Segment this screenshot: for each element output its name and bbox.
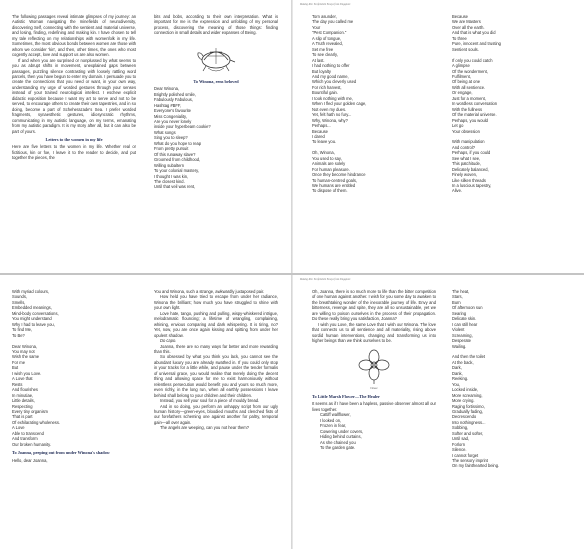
top-col-2 — [154, 14, 278, 190]
poem-line: Finely woven, — [452, 172, 478, 178]
poem-line: Set me free — [312, 46, 334, 52]
paragraph: Here are five letters to the women in my life. Whether real or fictitious, kin or foe, I leave it to the reader to decide, and put together the pieces, the — [12, 144, 136, 161]
running-head: Making Kin: Ecofeminist Essays from Singapore — [300, 278, 351, 281]
bottom-spread — [0, 275, 584, 549]
poem-line: Yet, felt hath no fury... — [312, 112, 352, 118]
poem-line: Rests — [12, 381, 23, 387]
poem-line: From pretty pursuit — [154, 146, 189, 152]
poem-line: Of afternoon sun — [452, 305, 483, 311]
poem-line: With all sentience. — [452, 84, 486, 90]
poem-line: Of this runaway slave? — [154, 151, 196, 157]
poem-line: Hashtag #BFF, — [154, 102, 182, 108]
poem-line: Wailing. — [452, 343, 467, 349]
poem-line: Alive. — [452, 188, 463, 194]
poem-line: Perhaps, if you could — [452, 150, 491, 156]
poem-line: At last. — [312, 57, 325, 63]
poem-line: To find Me, — [12, 327, 33, 333]
bottom-col-2 — [154, 289, 278, 431]
poem-line: Willing subaltern — [154, 162, 185, 168]
poem-line: Wish the same — [12, 354, 40, 360]
poem — [452, 289, 570, 469]
poem-line: Groomed from childhood, — [154, 157, 201, 163]
poem-line: Searing — [452, 310, 467, 316]
poem-line: In a luscious tapestry, — [452, 183, 492, 189]
paragraph: So obsessed by what you think you lack, you cannot see the abundant luxury you are already swathed in. If you could only stop in your tracks for a little while, and pause under the tender formalis of universal grace, you would realise that merely doing the decent thing and allowing space for me to exist harmoniously without relentless persecution would benefit you and yours so much more, even richly, in the long run, when all earthly possessions I leave behind shall belong to your children and their children. — [154, 354, 278, 398]
poem-line: Gradually fading, — [452, 408, 483, 414]
poem-line: What do you hope to reap — [154, 140, 202, 146]
poem-line: Your obsession — [452, 128, 480, 134]
poem-line: I had nothing to offer — [312, 63, 350, 69]
poem-line: When I fled your golden cage, — [312, 101, 367, 107]
poem-line: Decrescendo — [452, 414, 477, 420]
poem-line: I wish you Love. — [12, 370, 42, 376]
book-gutter — [291, 275, 293, 549]
poem-line: Just for a moment, — [452, 95, 486, 101]
poem-line: Screaming, — [452, 332, 473, 338]
poem-line: You, — [452, 381, 461, 387]
poem-line: Dear Winona, — [154, 86, 180, 92]
poem-line: Because — [452, 14, 468, 19]
poem-line: Dank, — [452, 370, 463, 376]
poem-line: In wordless conversation — [452, 101, 498, 107]
poem-line: Of exhilarating wholeness. — [12, 419, 61, 425]
paragraph: How held you have tried to escape from under her radiance, Winona the brilliant; how much you have struggled to shine with your own light. — [154, 294, 278, 311]
running-head: Making Kin: Ecofeminist Essays from Singapore — [300, 3, 351, 6]
poem-line: As she chained you — [320, 439, 356, 445]
bottom-col-4 — [452, 289, 570, 469]
poem-line: Reeking. — [452, 376, 469, 382]
poem-line: Embedded meanings, — [12, 305, 52, 311]
paragraph: I wish you Love, the same Love that I wish our Winona. The love that connects us to all sentience and all materiality, rising above sordid human interventions, changing and transforming us into higher beings than we think ourselves to be. — [312, 321, 436, 344]
poem-line: A glimpse — [452, 63, 470, 69]
poem-line: Until that veil was rent, — [154, 184, 196, 190]
poem-line: Frozen in fear, — [320, 423, 347, 429]
poem-line: Animals are solely — [312, 161, 346, 167]
poem-line: We humans are entitled — [312, 183, 356, 189]
poem-line: The day you called me — [312, 19, 354, 25]
poem-line: I took nothing with me, — [312, 95, 353, 101]
flower-drawing-icon — [357, 348, 391, 384]
poem-line: You might understand — [12, 316, 52, 322]
poem-line: For human pleasure. — [312, 166, 350, 172]
poem-line: With manipulation — [452, 139, 485, 145]
poem-line: Fulfilment, — [452, 73, 471, 79]
figure-caption: Flower — [370, 386, 378, 390]
poem-line: You may not — [12, 348, 35, 354]
paragraph: bits and bobs, according to their own interpretation. What is important for me is the expression and unfolding of my personal process, discovering the meaning of those things: finding connection in small details and wider expanses of Being. — [154, 14, 278, 36]
poem-line: Our broken humanity. — [12, 441, 52, 447]
section-heading: Letters to the women in my life — [45, 136, 103, 142]
poem-line: Of the material universe. — [452, 112, 497, 118]
poem-line: For me — [12, 359, 25, 365]
poem-line: Respecting — [12, 403, 33, 409]
poem-line: Sing you to sleep? — [154, 135, 188, 141]
poem-line: You used to say, — [312, 155, 342, 161]
poem-line: With the fullness — [452, 106, 483, 112]
poem-line: To three — [452, 35, 467, 41]
poem-line: Oh, Winona, — [312, 150, 335, 156]
poem-line: Burn — [452, 299, 461, 305]
poem-line: Cattiff wallflower, — [320, 412, 351, 418]
poem-line: I thought I was kin, — [154, 173, 189, 179]
poem-line: Fabulously Fabulous, — [154, 97, 193, 103]
paragraph: The following passages reveal intimate glimpses of my journey: an Autistic Woman navigating the minefields of neurodiversity, discovering Self, connecting with the sentient and material universe, and losing, finding, redefining and making kin. I have chosen to tell my tale reflecting on my relationships with womenfolk in my life. Sometimes, the most obvious bonds between women are those with whom we consider 'kin', and then, other times, the ones who most cogently accept, love and support us are also women. — [12, 14, 136, 58]
poem-line: Sobbing, — [452, 425, 469, 431]
poem-line: Which you cleverly used — [312, 79, 357, 85]
poem-line: Let go — [452, 123, 464, 129]
poem-line: Perhaps, you would — [452, 117, 488, 123]
poem — [312, 14, 424, 194]
poem-line: Of the wonderment, — [452, 68, 488, 74]
poem-line: And control? — [452, 144, 475, 150]
poem-line: And that is what you did — [452, 30, 496, 36]
poem-line: At the back, — [452, 359, 474, 365]
book-gutter — [291, 0, 293, 274]
paragraph: Love hate, tango, pushing and pulling, wispy-whiskered intrigue, melodramatic flouncing; a lifetime of wrangling, complaining, whining, envious comparing and dark whispering. It is tiring, no? Yet, now, you are once again kissing and spitting from under her opulent shadow. — [154, 310, 278, 338]
poem-line: Bountiful gain. — [312, 90, 338, 96]
poem-line: Once they become hindrance — [312, 172, 366, 178]
paragraph: The angels are weeping, can you not hear them? — [160, 425, 249, 431]
poem-line: Dear Winona, — [12, 343, 38, 349]
poem-line: Desperate — [452, 338, 471, 344]
poem — [312, 412, 436, 450]
poem — [12, 289, 136, 447]
poem-line: This patchitude, — [452, 161, 481, 167]
poem-line: To the garden gate. — [320, 445, 356, 451]
top-spread — [0, 0, 584, 274]
poem-line: The closest kind. — [154, 178, 185, 184]
poem-line: If only you could catch — [452, 57, 493, 63]
poem-line: Smells, — [12, 299, 26, 305]
poem-line: Pure, innocent and trusting — [452, 41, 501, 47]
bottom-col-1 — [12, 289, 136, 463]
poem-line: Stars, — [452, 294, 463, 300]
poem-line: Your — [312, 24, 321, 30]
poem-line: Cowering under covers, — [320, 428, 364, 434]
poem-line: The heat, — [452, 289, 470, 294]
poem-line: But — [12, 365, 19, 371]
poem-line: Into nothingness... — [452, 419, 486, 425]
poem-line: Locked inside, — [452, 387, 479, 393]
section-heading: To Little Marsh Flower—The Healer — [312, 393, 380, 399]
poem-line: Little details, — [12, 398, 35, 404]
poem-line: inside your hyperbeam cookie? — [154, 124, 211, 130]
paragraph: Do capo. — [160, 338, 177, 344]
poem-line: "Pest Companion." — [312, 30, 347, 36]
paragraph: Joanna, there are so many ways far better and more rewarding than this. — [154, 343, 278, 354]
paragraph: Oh, Joanna, there is so much more to life than the bitter competition of one human against another. I wish for you some day to awaken to the breathtaking wonder of the inexorable journey of life. Envy and bitterness, revenge and spite, they are all so unsustainable, yet we are willing to poison ourselves in the process of their propagation. Do these really bring you satisfaction, Joanna? — [312, 289, 436, 322]
poem-line: Delicately balanced, — [452, 166, 489, 172]
turtle-drawing-icon — [194, 40, 238, 76]
poem-line: That is part — [12, 414, 33, 420]
poem-line: Why, Winona, why? — [312, 117, 348, 123]
poem-line: See what I see, — [452, 155, 481, 161]
poem-line: On my fainthearted being. — [452, 463, 500, 469]
poem-line: Softer and softer, — [452, 430, 484, 436]
poem-line: To your colonial mastery, — [154, 168, 199, 174]
poem-line: Dark, — [452, 365, 462, 371]
poem-line: In minutiae, — [12, 392, 34, 398]
poem-line: Perhaps... — [312, 123, 331, 129]
poem-line: And transform — [12, 436, 38, 442]
poem-line: Over all the earth. — [452, 24, 485, 30]
poem-line: A slip of tongue, — [312, 35, 342, 41]
poem-line: Violent — [452, 327, 465, 333]
poem-line: But loyalty — [312, 68, 331, 74]
poem-line: A Love — [12, 425, 25, 431]
bottom-col-3 — [312, 289, 436, 451]
poem-line: I dared — [312, 133, 325, 139]
poem-line: To dispose of them. — [312, 188, 348, 194]
poem-line: Silence. — [452, 447, 467, 453]
poem-line: To see clearly, — [312, 52, 338, 58]
poem-line: Because — [312, 128, 328, 134]
poem-line: Everyone's favourite — [154, 108, 191, 114]
paragraph: If and when you are surprised or nonplussed by what seems to you as abrupt shifts in movement, unexplained gaps between passages, puzzling silence contrasting with loosely rattling word parcels, then you have begun to enter my domain. I persuade you to create the connections that you need or want, in your own way, understanding my urge of worded gestures through your senses instead of your trained neurological intellect. I eschew explicit didactic exposition because I want my art to serve and not to be served, to encourage others to create their own tapestries, and in so doing, become a part of Scheherazade's Sea. I prefer worded fragments, synaesthetic gestures, idiosyncratic rhythms, communicating in my autistic language, on my terms, emanating from my autistic paradigm. It is my story after all, but it can also be part of yours. — [12, 57, 136, 134]
paragraph: It seems as if I have been a hapless, passive observer almost all our lives together. — [312, 401, 437, 412]
poem-line: Hiding behind curtains, — [320, 434, 362, 440]
poem-line: And then the toilet — [452, 354, 486, 360]
poem-line: Of being at one — [452, 79, 480, 85]
poem-line: To human-centred goals, — [312, 177, 358, 183]
top-col-3 — [312, 14, 424, 194]
poem-line: What songs — [154, 129, 176, 135]
poem-line: With myriad colours, — [12, 289, 50, 294]
poem-line: Brightly polished smile, — [154, 91, 196, 97]
poem-line: Or engage, — [452, 90, 473, 96]
poem-line: I cannot forget — [452, 452, 479, 458]
poem-line: Mind-body conversations, — [12, 310, 59, 316]
poem-line: Able to transcend — [12, 430, 44, 436]
poem-line: Sounds, — [12, 294, 28, 300]
poem — [154, 86, 278, 190]
poem-line: For rich harvest, — [312, 84, 342, 90]
paragraph: Hello, dear Joanna, — [12, 457, 48, 463]
poem-line: Forlorn — [452, 441, 465, 447]
poem-line: Every tiny organism — [12, 408, 48, 414]
section-heading: To Winona, eens beloved — [193, 78, 239, 84]
poem — [452, 14, 570, 194]
poem-line: Until sad, — [452, 436, 470, 442]
poem-line: And my good name, — [312, 73, 349, 79]
poem-line: I can still hear — [452, 321, 478, 327]
poem-line: A Love that — [12, 376, 33, 382]
paragraph: And in so doing, you perform an unhappy script from our ugly human history—green-eyes, bloodied mouths and clenched fists of our forefathers scheming one against another for paltry, temporal gain—all over again. — [154, 403, 278, 425]
poem-line: To leave you. — [312, 139, 337, 145]
poem-line: Miss Congeniality, — [154, 113, 187, 119]
section-heading: To Joanna, peeping out from under Winona's shadow — [12, 450, 110, 456]
poem-line: Are you never lonely — [154, 118, 192, 124]
paragraph: Instead, you sell your soul for a piece of mouldy bread. — [160, 398, 260, 404]
paragraph: You and Winona, such a strange, awkwardly juxtaposed pair. — [154, 289, 265, 294]
poem-line: Delicate skin. — [452, 316, 477, 322]
top-col-1 — [12, 14, 136, 161]
top-col-4 — [452, 14, 570, 194]
poem-line: Sentient souls. — [452, 46, 479, 52]
poem-line: Like silken threads — [452, 177, 486, 183]
poem-line: More screaming, — [452, 392, 483, 398]
poem-line: To Be? — [12, 332, 25, 338]
poem-line: A Truth revealed, — [312, 41, 343, 47]
poem-line: And flourishes — [12, 387, 38, 393]
poem-line: We are Masters — [452, 19, 481, 25]
poem-line: More crying. — [452, 398, 475, 404]
poem-line: Why I had to leave you, — [12, 321, 55, 327]
poem-line: I looked on, — [320, 417, 342, 423]
poem-line: Raging fortissimo, — [452, 403, 485, 409]
poem-line: The sensory imprint — [452, 458, 488, 464]
poem-line: Torn asunder, — [312, 14, 337, 19]
poem-line: Not even my dues. — [312, 106, 347, 112]
